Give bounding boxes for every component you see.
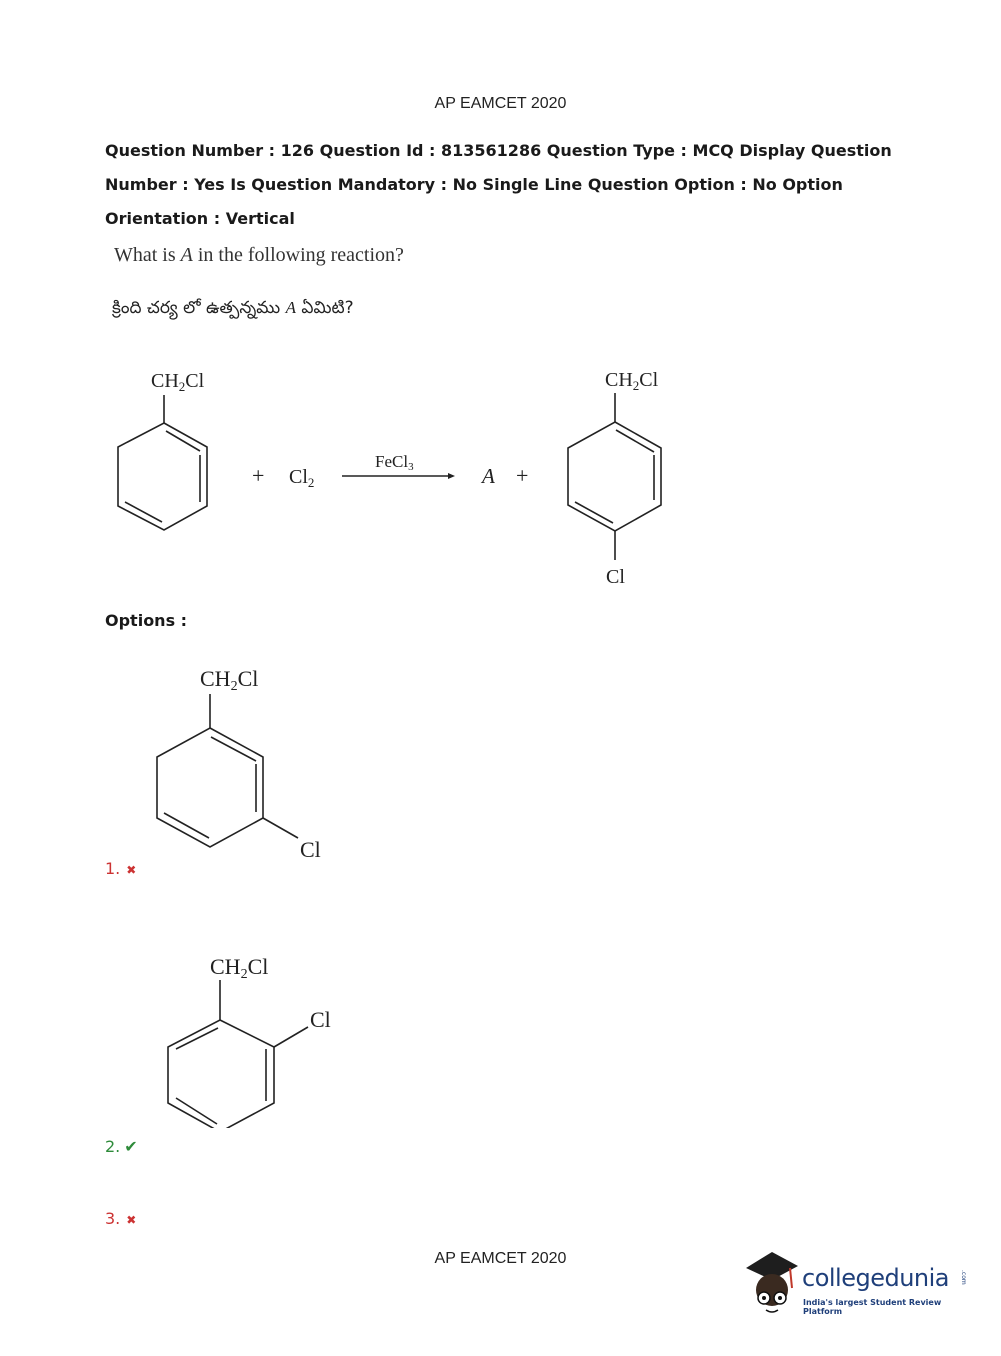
brand-logo[interactable]	[742, 1248, 972, 1318]
product-a-label: A	[482, 464, 495, 488]
reaction-arrowhead	[448, 473, 455, 479]
reactant-structure	[118, 395, 207, 530]
option-2-top-label: CH2Cl	[210, 954, 269, 982]
reagent-label: $Cl_2$	[289, 466, 315, 490]
option-3[interactable]	[105, 1209, 136, 1228]
option-2[interactable]	[105, 1137, 138, 1156]
mascot-icon	[742, 1248, 802, 1318]
option-1-structure	[140, 660, 360, 860]
option-1-top-label: CH2Cl	[200, 666, 259, 694]
para-product-structure	[568, 393, 661, 560]
option-1-side-label: Cl	[300, 837, 321, 860]
option-2-structure	[150, 948, 370, 1128]
question-english: What is A in the following reaction?	[114, 244, 404, 266]
para-product-top-label: $CH_2Cl$	[605, 369, 659, 393]
plus-sign-1: +	[252, 463, 265, 488]
question-meta-line-2: Number : Yes Is Question Mandatory : No Single Line Question Option : No Option	[105, 175, 843, 194]
options-label: Options :	[105, 611, 188, 630]
cross-icon: ✖	[126, 863, 137, 877]
check-icon: ✔	[124, 1137, 138, 1156]
option-2-number: 2.	[105, 1137, 121, 1156]
question-meta-line-1: Question Number : 126 Question Id : 813561286 Question Type : MCQ Display Question	[105, 141, 892, 160]
brand-name: collegedunia	[802, 1264, 950, 1292]
page-header: AP EAMCET 2020	[434, 95, 567, 112]
plus-sign-2: +	[516, 463, 529, 488]
option-1-number: 1.	[105, 859, 121, 878]
option-1[interactable]	[105, 859, 136, 878]
brand-domain: .com	[960, 1270, 967, 1285]
option-3-number: 3.	[105, 1209, 121, 1228]
reactant-substituent-label: $CH_2Cl$	[151, 370, 205, 394]
option-2-side-label: Cl	[310, 1007, 331, 1032]
question-meta-line-3: Orientation : Vertical	[105, 209, 295, 228]
brand-tagline: India's largest Student Review Platform	[803, 1298, 942, 1316]
cross-icon: ✖	[126, 1213, 137, 1227]
page-footer: AP EAMCET 2020	[434, 1250, 567, 1267]
question-telugu: క్రింది చర్య లో ఉత్పన్నము A ఏమిటి?	[112, 298, 354, 318]
reaction-scheme	[0, 0, 1001, 620]
para-product-bottom-label: Cl	[606, 566, 625, 588]
catalyst-label: FeCl3	[375, 452, 414, 473]
